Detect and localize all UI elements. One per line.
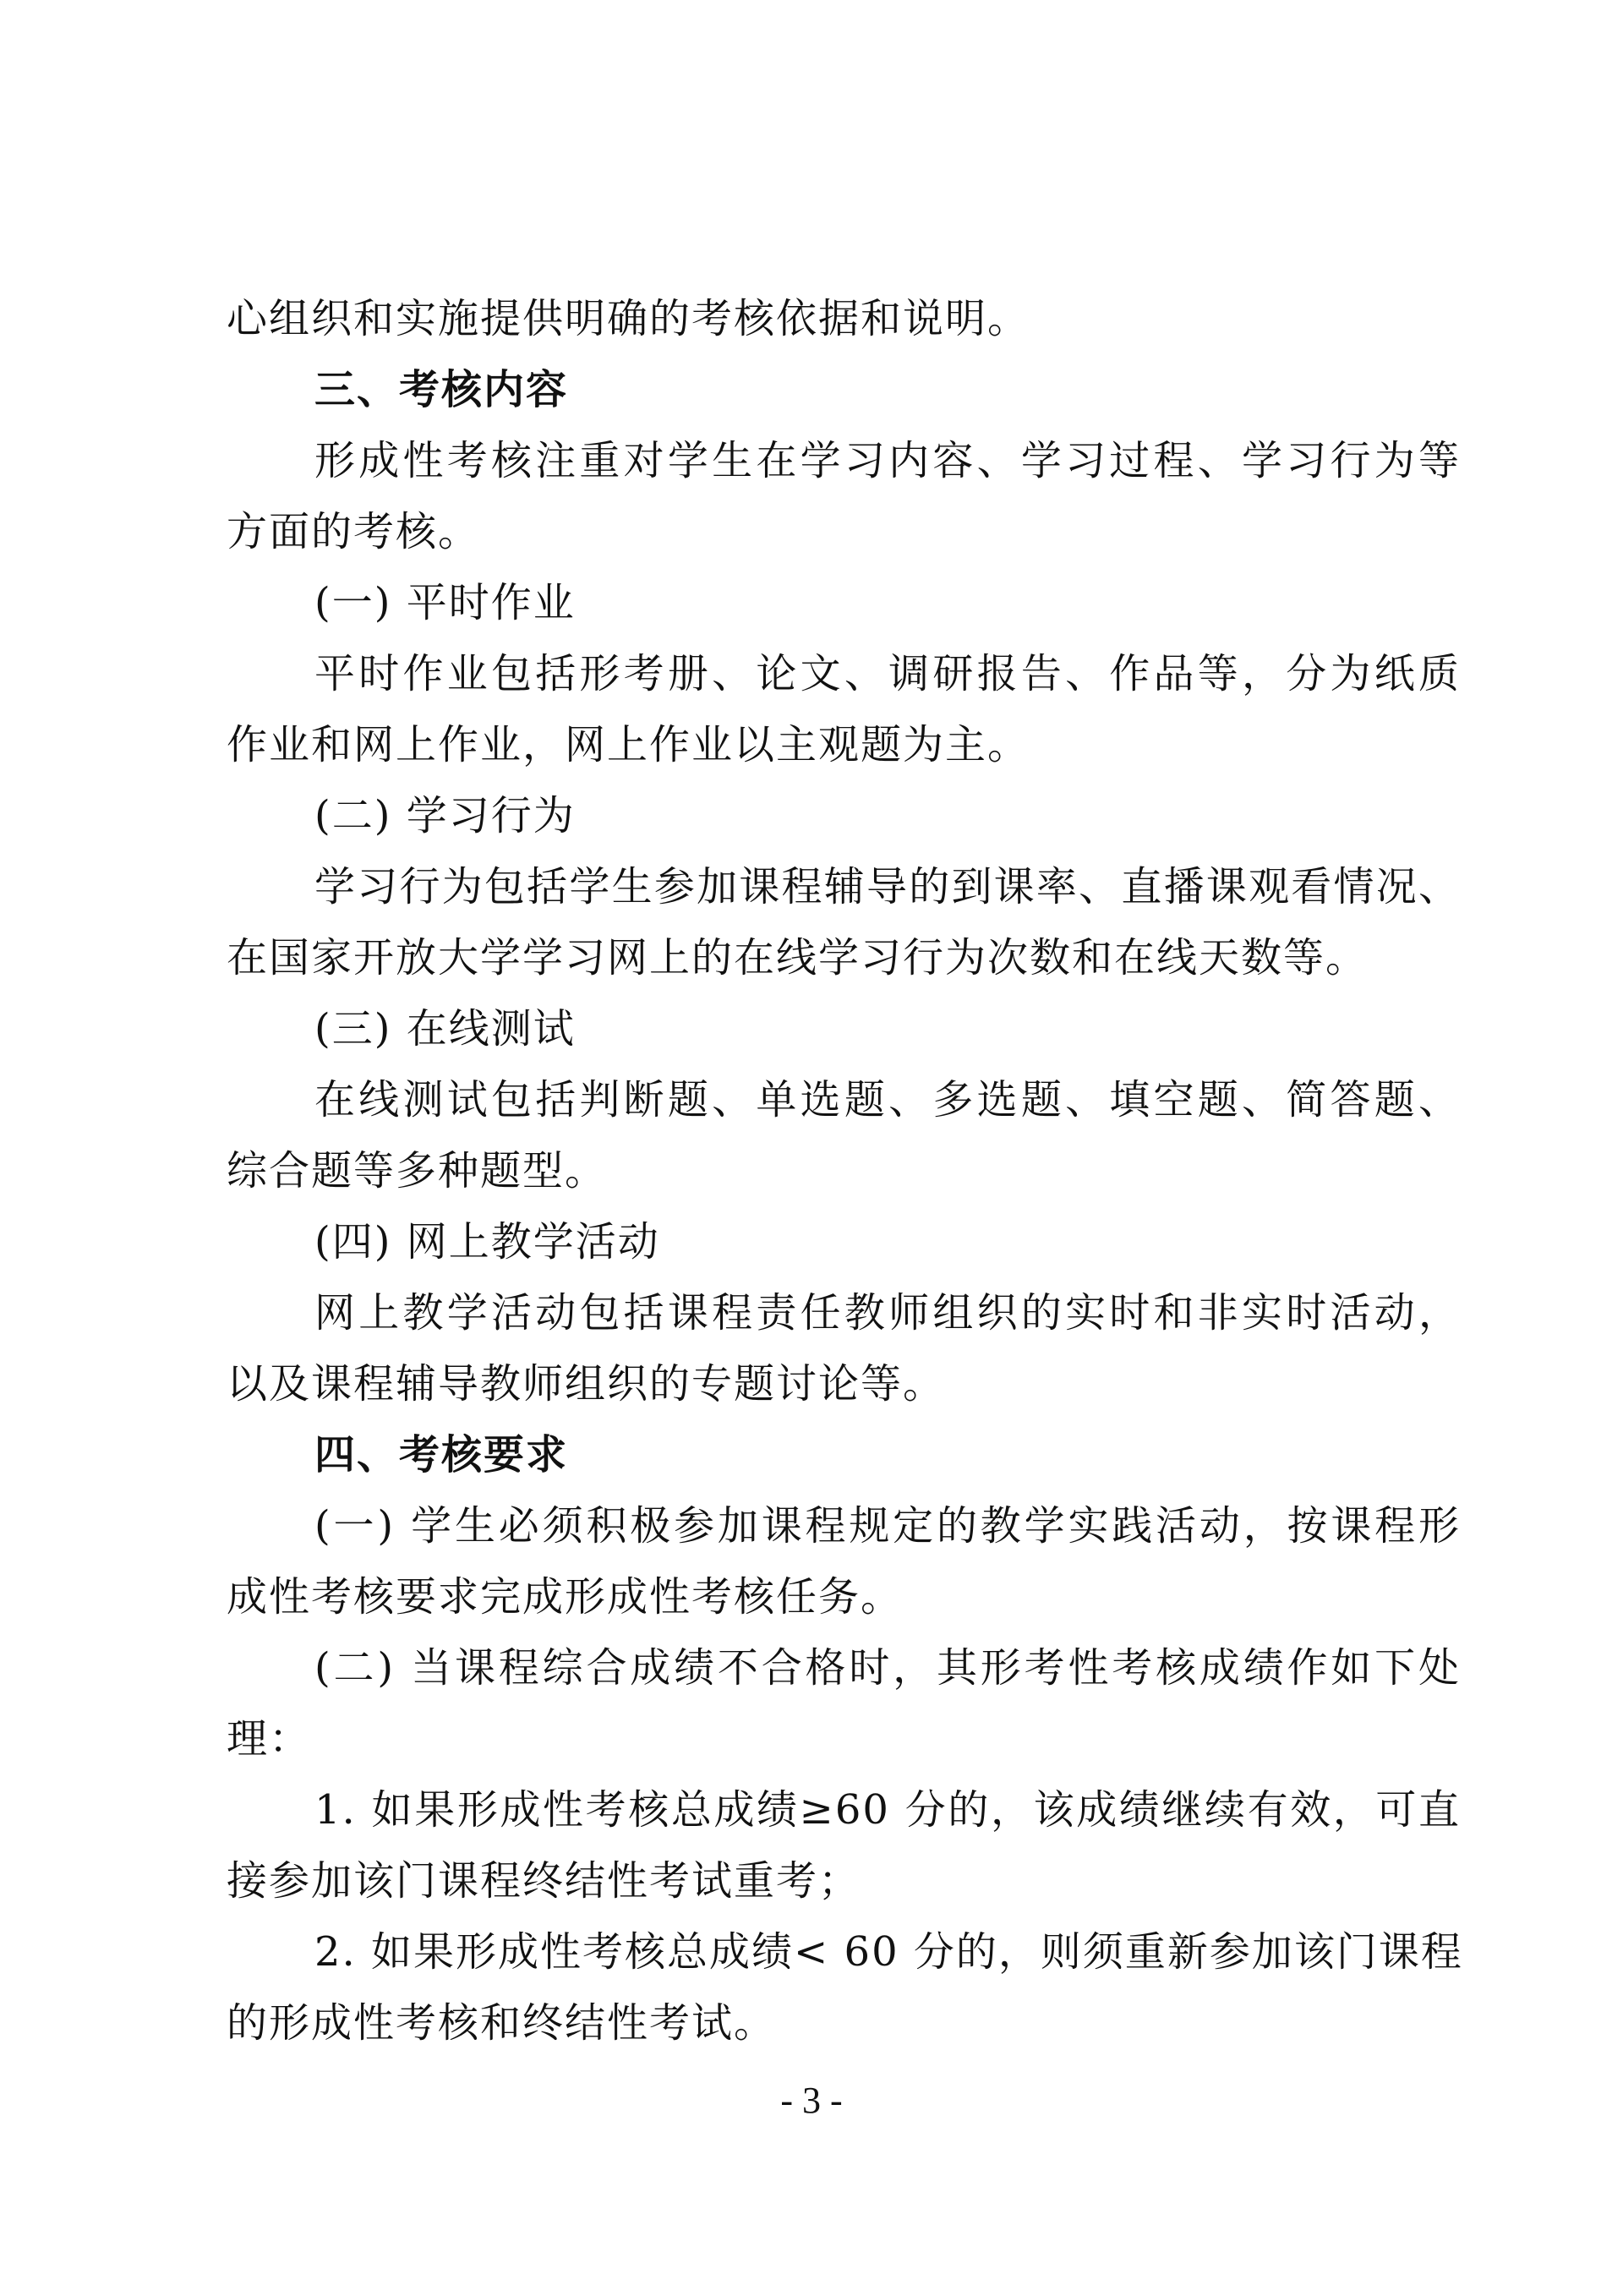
paragraph-line: 学习行为包括学生参加课程辅导的到课率、直播课观看情况、 — [314, 863, 1461, 910]
paragraph-line: 作业和网上作业，网上作业以主观题为主。 — [227, 721, 1030, 768]
paragraph-line: 方面的考核。 — [227, 508, 481, 555]
subheading-learning-behavior: (二) 学习行为 — [314, 792, 576, 839]
paragraph-line: 以及课程辅导教师组织的专题讨论等。 — [227, 1360, 946, 1408]
paragraph-line: 心组织和实施提供明确的考核依据和说明。 — [227, 295, 1030, 342]
page-number: - 3 - — [780, 2080, 843, 2121]
section-heading-assessment-requirements: 四、考核要求 — [314, 1431, 569, 1479]
paragraph-line: 平时作业包括形考册、论文、调研报告、作品等，分为纸质 — [314, 650, 1461, 697]
paragraph-line: 理： — [227, 1715, 312, 1763]
paragraph-line: 综合题等多种题型。 — [227, 1147, 608, 1194]
subheading-online-test: (三) 在线测试 — [314, 1005, 576, 1052]
subheading-regular-homework: (一) 平时作业 — [314, 579, 576, 626]
list-item-line: 接参加该门课程终结性考试重考； — [227, 1857, 861, 1905]
document-body — [227, 283, 1461, 2058]
list-item-line: 1. 如果形成性考核总成绩≥60 分的，该成绩继续有效，可直 — [314, 1786, 1461, 1834]
paragraph-line: (一) 学生必须积极参加课程规定的教学实践活动，按课程形 — [314, 1502, 1461, 1550]
paragraph-line: 形成性考核注重对学生在学习内容、学习过程、学习行为等 — [314, 437, 1461, 484]
subheading-online-teaching-activities: (四) 网上教学活动 — [314, 1218, 660, 1266]
paragraph-line: 网上教学活动包括课程责任教师组织的实时和非实时活动， — [314, 1289, 1461, 1337]
paragraph-line: (二) 当课程综合成绩不合格时，其形考性考核成绩作如下处 — [314, 1644, 1461, 1692]
section-heading-assessment-content: 三、考核内容 — [314, 366, 569, 413]
paragraph-line: 成性考核要求完成形成性考核任务。 — [227, 1573, 904, 1621]
paragraph-line: 在国家开放大学学习网上的在线学习行为次数和在线天数等。 — [227, 934, 1369, 981]
list-item-line: 的形成性考核和终结性考试。 — [227, 1999, 777, 2047]
list-item-line: 2. 如果形成性考核总成绩< 60 分的，则须重新参加该门课程 — [314, 1928, 1463, 1976]
paragraph-line: 在线测试包括判断题、单选题、多选题、填空题、简答题、 — [314, 1076, 1461, 1123]
